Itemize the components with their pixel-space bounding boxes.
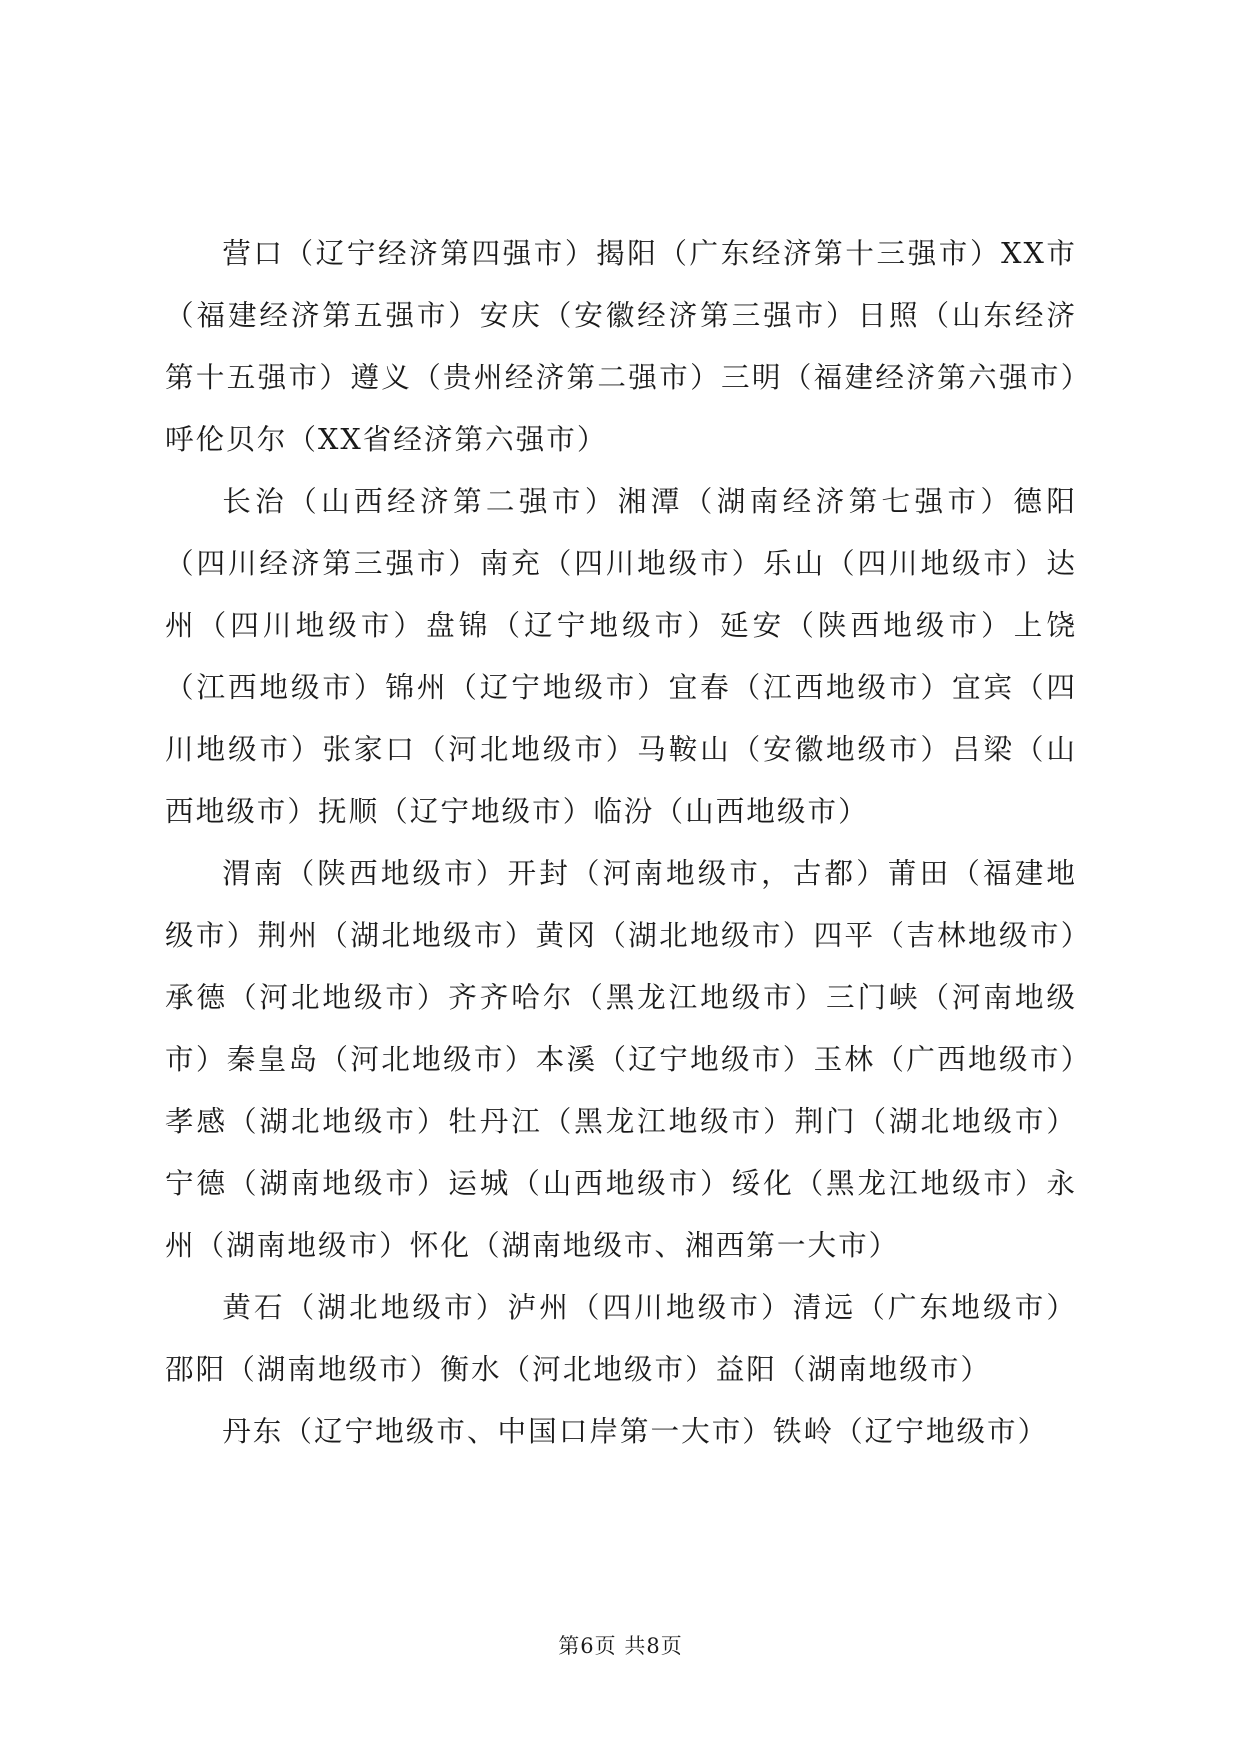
document-body [165, 222, 1077, 1462]
paragraph-2: 长治（山西经济第二强市）湘潭（湖南经济第七强市）德阳（四川经济第三强市）南充（四川地级市）乐山（四川地级市）达州（四川地级市）盘锦（辽宁地级市）延安（陕西地级市）上饶（江西地级市）锦州（辽宁地级市）宜春（江西地级市）宜宾（四川地级市）张家口（河北地级市）马鞍山（安徽地级市）吕梁（山西地级市）抚顺（辽宁地级市）临汾（山西地级市） [165, 484, 1077, 828]
paragraph-5: 丹东（辽宁地级市、中国口岸第一大市）铁岭（辽宁地级市） [222, 1414, 1049, 1448]
paragraph-3: 渭南（陕西地级市）开封（河南地级市，古都）莆田（福建地级市）荆州（湖北地级市）黄冈（湖北地级市）四平（吉林地级市）承德（河北地级市）齐齐哈尔（黑龙江地级市）三门峡（河南地级市）秦皇岛（河北地级市）本溪（辽宁地级市）玉林（广西地级市）孝感（湖北地级市）牡丹江（黑龙江地级市）荆门（湖北地级市）宁德（湖南地级市）运城（山西地级市）绥化（黑龙江地级市）永州（湖南地级市）怀化（湖南地级市、湘西第一大市） [165, 856, 1077, 1262]
paragraph-1: 营口（辽宁经济第四强市）揭阳（广东经济第十三强市）XX市（福建经济第五强市）安庆（安徽经济第三强市）日照（山东经济第十五强市）遵义（贵州经济第二强市）三明（福建经济第六强市）呼伦贝尔（XX省经济第六强市） [165, 236, 1077, 456]
paragraph-4: 黄石（湖北地级市）泸州（四川地级市）清远（广东地级市）邵阳（湖南地级市）衡水（河北地级市）益阳（湖南地级市） [165, 1290, 1077, 1386]
page-number-footer: 第6页 共8页 [558, 1634, 683, 1658]
